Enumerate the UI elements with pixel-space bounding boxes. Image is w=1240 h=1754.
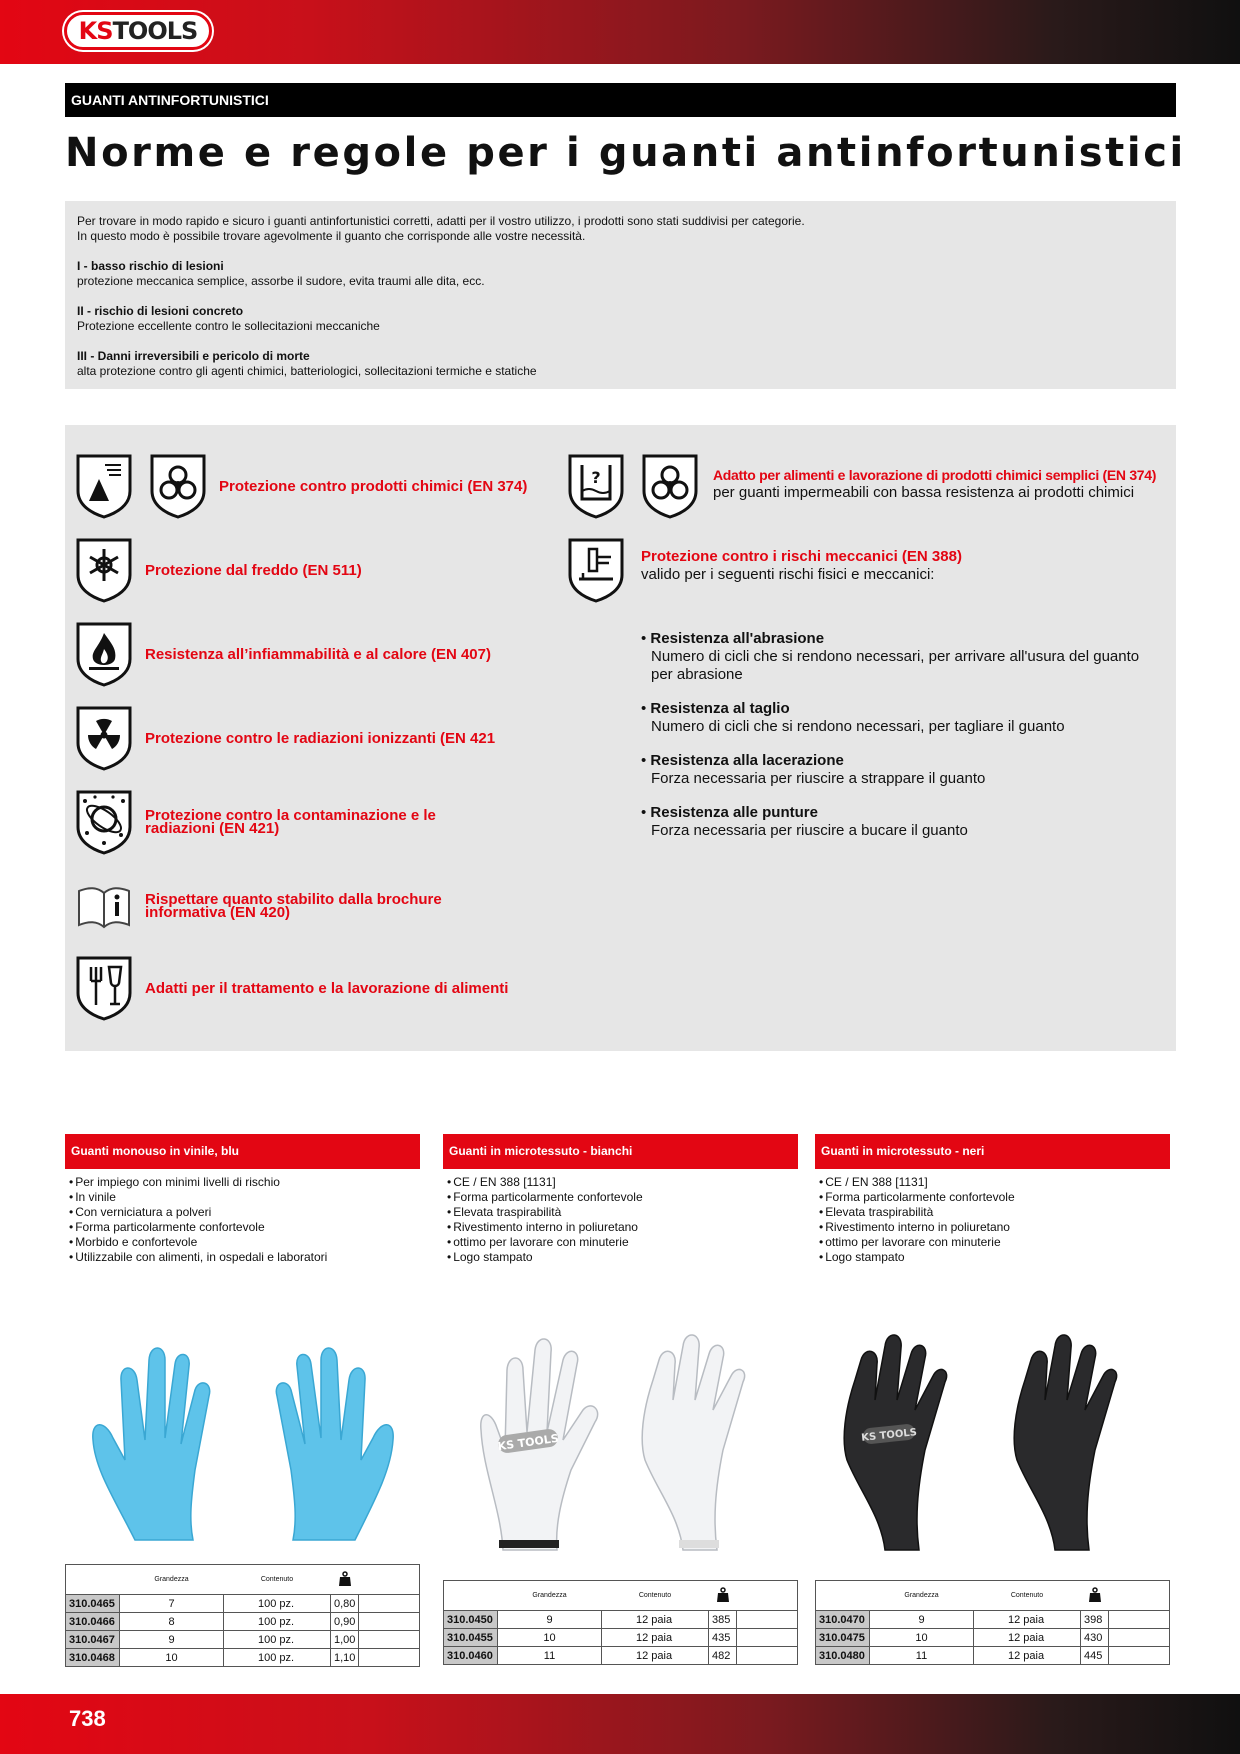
list-item: • Resistenza all'abrasione Numero di cicli che si rendono necessari, per arrivare all'usura del guanto per abrasione	[641, 630, 1140, 683]
list-item: • Resistenza al taglio Numero di cicli che si rendono necessari, per tagliare il guanto	[641, 700, 1065, 735]
contamination-icon	[75, 789, 133, 855]
table-row: 310.0475 10 12 paia 430	[816, 1629, 1170, 1647]
table-row: 310.0450 9 12 paia 385	[444, 1611, 798, 1629]
beaker-question-icon	[567, 453, 625, 519]
flame-icon	[75, 621, 133, 687]
norm-mechanical	[567, 537, 962, 603]
norm-cold	[75, 537, 362, 603]
norm-contamination	[75, 789, 505, 855]
glove-logo: KS TOOLS	[496, 1431, 560, 1454]
feature-list: • Per impiego con minimi livelli di rischio • In vinile • Con verniciatura a polveri • Forma particolarmente confortevole • Morbido e confortevole • Utilizzabile con alimenti, in ospedali e laboratori	[69, 1175, 420, 1265]
page-number: 738	[69, 1706, 106, 1731]
norm-contamination-label: Protezione contro la contaminazione e le radiazioni (EN 421)	[145, 807, 436, 837]
norm-heat-label: Resistenza all’infiammabilità e al calore (EN 407)	[145, 645, 491, 663]
weight-icon	[1081, 1581, 1109, 1611]
table-header: Grandezza Contenuto	[444, 1581, 798, 1611]
norm-food-chemical-text	[713, 466, 1156, 502]
product-microfiber-black	[815, 1134, 1170, 1662]
product-microfiber-white	[443, 1134, 798, 1662]
product-title: Guanti in microtessuto - bianchi	[443, 1134, 798, 1169]
list-item: • Resistenza alla lacerazione Forza necessaria per riuscire a strappare il guanto	[641, 752, 986, 787]
fork-glass-icon	[75, 955, 133, 1021]
norm-mechanical-desc: valido per i seguenti rischi fisici e meccanici:	[641, 566, 935, 583]
chemical-flask-icon	[75, 453, 133, 519]
table-header: Grandezza Contenuto	[66, 1565, 420, 1595]
glove-logo: KS TOOLS	[860, 1427, 918, 1444]
hammer-icon	[567, 537, 625, 603]
glove-image-white	[443, 1320, 798, 1560]
norm-chemical	[75, 453, 527, 519]
table-row: 310.0466 8 100 pz. 0,90	[66, 1613, 420, 1631]
table-row: 310.0460 11 12 paia 482	[444, 1647, 798, 1665]
feature-list: • CE / EN 388 [1131] • Forma particolarmente confortevole • Elevata traspirabilità • Rivestimento interno in poliuretano • ottimo per lavorare con minuterie • Logo stampato	[447, 1175, 798, 1265]
norm-food-chemical-label: Adatto per alimenti e lavorazione di prodotti chimici semplici (EN 374)	[713, 467, 1157, 483]
risk-level-2: II - rischio di lesioni concreto Protezione eccellente contro le sollecitazioni meccaniche	[77, 304, 380, 333]
intro-box	[65, 201, 1176, 389]
radiation-icon	[75, 705, 133, 771]
table-row: 310.0480 11 12 paia 445	[816, 1647, 1170, 1665]
norm-chemical-label: Protezione contro prodotti chimici (EN 374)	[219, 477, 528, 495]
ks-tools-logo: KSTOOLS	[64, 12, 212, 50]
table-row: 310.0455 10 12 paia 435	[444, 1629, 798, 1647]
spec-table	[815, 1580, 1170, 1665]
norm-radiation-label: Protezione contro le radiazioni ionizzanti (EN 421	[145, 729, 496, 747]
norm-brochure-label: Rispettare quanto stabilito dalla brochure informativa (EN 420)	[145, 891, 442, 921]
biohazard-icon	[641, 453, 699, 519]
norm-food	[75, 955, 508, 1021]
norm-heat	[75, 621, 491, 687]
table-row: 310.0468 10 100 pz. 1,10	[66, 1649, 420, 1667]
norm-brochure	[75, 873, 505, 939]
norm-mechanical-label: Protezione contro i rischi meccanici (EN 388)	[641, 548, 962, 565]
svg-text:?: ?	[591, 468, 601, 487]
product-title: Guanti in microtessuto - neri	[815, 1134, 1170, 1169]
weight-icon	[709, 1581, 737, 1611]
snowflake-icon	[75, 537, 133, 603]
footer-bar	[0, 1694, 1240, 1754]
table-header: Grandezza Contenuto	[816, 1581, 1170, 1611]
biohazard-icon	[149, 453, 207, 519]
norm-food-chemical	[567, 453, 1156, 519]
norm-cold-label: Protezione dal freddo (EN 511)	[145, 561, 362, 579]
section-label: GUANTI ANTINFORTUNISTICI	[65, 83, 1176, 117]
glove-image-blue	[65, 1320, 420, 1550]
norm-mechanical-text	[641, 548, 962, 584]
risk-level-1: I - basso rischio di lesioni protezione meccanica semplice, assorbe il sudore, evita traumi alle dita, ecc.	[77, 259, 485, 288]
norm-food-chemical-desc: per guanti impermeabili con bassa resistenza ai prodotti chimici	[713, 484, 1135, 501]
feature-list: • CE / EN 388 [1131] • Forma particolarmente confortevole • Elevata traspirabilità • Rivestimento interno in poliuretano • ottimo per lavorare con minuterie • Logo stampato	[819, 1175, 1170, 1265]
table-row: 310.0465 7 100 pz. 0,80	[66, 1595, 420, 1613]
norm-radiation	[75, 705, 495, 771]
product-title: Guanti monouso in vinile, blu	[65, 1134, 420, 1169]
table-row: 310.0467 9 100 pz. 1,00	[66, 1631, 420, 1649]
weight-icon	[331, 1565, 359, 1595]
norm-food-label: Adatti per il trattamento e la lavorazione di alimenti	[145, 979, 509, 997]
info-booklet-icon	[75, 873, 133, 939]
mechanical-risks-list	[641, 630, 1161, 856]
product-vinyl-blue	[65, 1134, 420, 1664]
header-bar	[0, 0, 1240, 64]
spec-table	[443, 1580, 798, 1665]
page-title: Norme e regole per i guanti antinfortunistici	[65, 130, 1186, 176]
list-item: • Resistenza alle punture Forza necessaria per riuscire a bucare il guanto	[641, 804, 968, 839]
spec-table	[65, 1564, 420, 1667]
intro-text: Per trovare in modo rapido e sicuro i guanti antinfortunistici corretti, adatti per il vostro utilizzo, i prodotti sono stati suddivisi per categorie. In questo modo è possibile trovare agevolmente il guanto che corrisponde alle vostre necessità.	[77, 214, 805, 243]
glove-image-black	[815, 1320, 1170, 1560]
table-row: 310.0470 9 12 paia 398	[816, 1611, 1170, 1629]
risk-level-3: III - Danni irreversibili e pericolo di morte alta protezione contro gli agenti chimici, batteriologici, sollecitazioni termiche e statiche	[77, 349, 537, 378]
